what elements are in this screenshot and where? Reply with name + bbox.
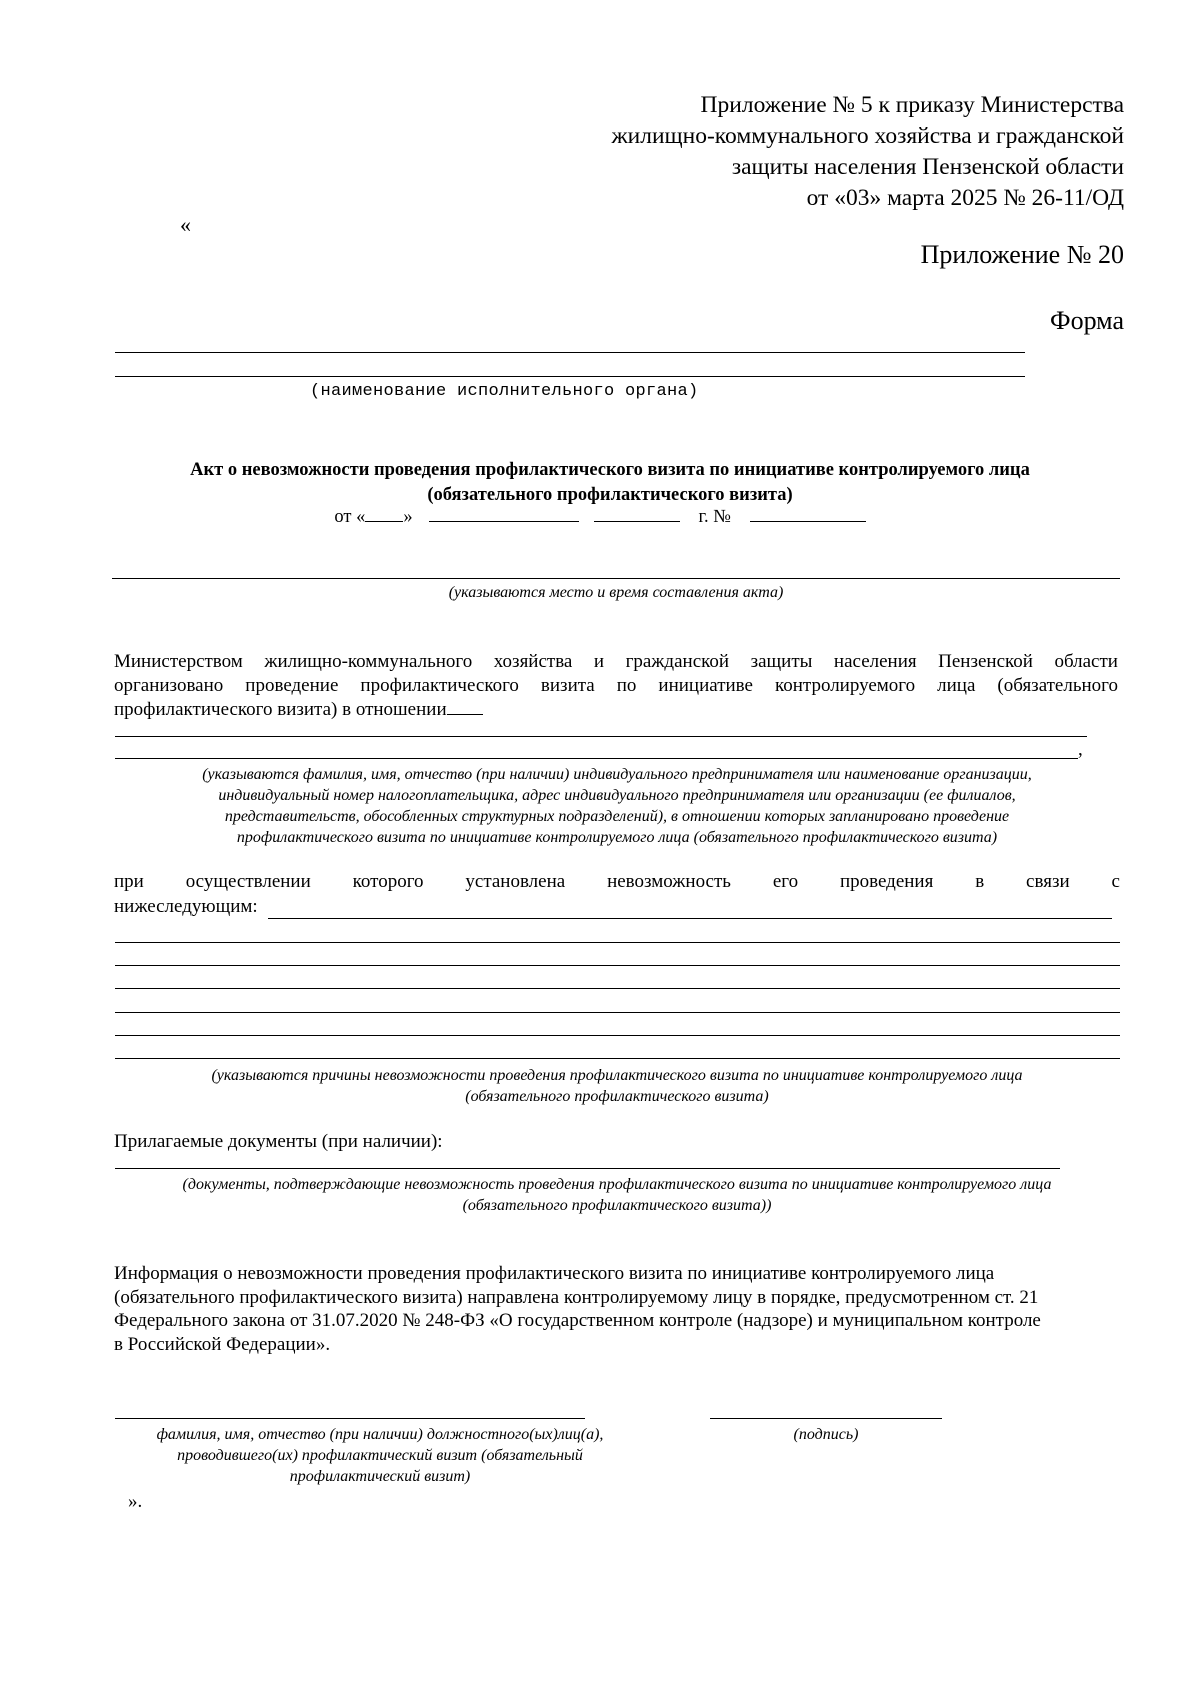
reason-line-0[interactable] [268, 918, 1112, 919]
entity-inline-blank[interactable] [447, 698, 483, 715]
year-blank[interactable] [594, 505, 680, 522]
intro-word: гражданской [625, 651, 730, 672]
intro-word: профилактического [360, 675, 519, 696]
entity-caption-line1: (указываются фамилия, имя, отчество (при наличии) индивидуального предпринимателя или наименование организации, [202, 766, 1032, 783]
entity-comma: , [1078, 739, 1083, 760]
month-blank[interactable] [429, 505, 579, 522]
intro-word: по [616, 675, 637, 696]
intro-word: контролируемого [774, 675, 916, 696]
reason-line-1-blank[interactable] [115, 942, 1120, 943]
reason-line-2-blank[interactable] [115, 965, 1120, 966]
intro-word: визита [540, 675, 595, 696]
intro-word: области [1054, 651, 1118, 672]
official-caption-line3: профилактический визит) [289, 1468, 471, 1485]
intro-line-2 [114, 674, 1118, 698]
official-name-line[interactable] [115, 1418, 585, 1419]
intro-word: организовано [114, 675, 224, 696]
info-line1: Информация о невозможности проведения профилактического визита по инициативе контролируемого лица [114, 1263, 995, 1284]
entity-caption-line2: индивидуальный номер налогоплательщика, адрес индивидуального предпринимателя или организации (ее филиалов, [218, 787, 1016, 804]
closing-quote: ». [128, 1491, 143, 1512]
reason-word: осуществлении [185, 871, 311, 892]
intro-word: Пензенской [938, 651, 1033, 672]
reason-line-6-blank[interactable] [115, 1058, 1120, 1059]
form-label: Форма [1050, 306, 1124, 335]
order-reference-line1: Приложение № 5 к приказу Министерства [700, 92, 1124, 118]
attached-caption-line1: (документы, подтверждающие невозможность проведения профилактического визита по инициативе контролируемого лица [182, 1176, 1052, 1193]
official-caption-line2: проводившего(их) профилактический визит (обязательный [177, 1447, 583, 1464]
act-title [115, 458, 1105, 508]
intro-word: защиты [750, 651, 813, 672]
reason-caption [114, 1065, 1120, 1107]
organ-name-line-2[interactable] [115, 376, 1025, 377]
intro-word: и [593, 651, 605, 672]
reason-line-2-label: нижеследующим: [114, 896, 258, 917]
entity-caption [114, 764, 1120, 848]
official-caption [100, 1424, 660, 1487]
reason-word: его [772, 871, 799, 892]
intro-word: (обязательного [997, 675, 1118, 696]
attached-documents-label: Прилагаемые документы (при наличии): [114, 1131, 443, 1152]
entity-caption-line4: профилактического визита по инициативе контролируемого лица (обязательного профилактического визита) [236, 829, 998, 846]
intro-word: хозяйства [493, 651, 573, 672]
organ-name-line-1[interactable] [115, 352, 1025, 353]
place-time-line[interactable] [112, 578, 1120, 579]
entity-line-2[interactable] [115, 758, 1078, 759]
signature-line[interactable] [710, 1418, 942, 1419]
reason-word: связи [1026, 871, 1070, 892]
act-title-line2: (обязательного профилактического визита) [427, 485, 793, 505]
act-number-blank[interactable] [750, 505, 866, 522]
act-title-line1: Акт о невозможности проведения профилактического визита по инициативе контролируемого лица [190, 460, 1030, 480]
order-reference-line3: защиты населения Пензенской области [731, 154, 1124, 180]
order-reference [424, 90, 1124, 214]
place-caption: (указываются место и время составления акта) [448, 584, 784, 601]
opening-quote: « [180, 212, 191, 237]
date-from-label: от « [334, 507, 366, 527]
reason-caption-line1: (указываются причины невозможности проведения профилактического визита по инициативе контролируемого лица [211, 1067, 1023, 1084]
appendix-number: Приложение № 20 [920, 240, 1124, 269]
intro-word: Министерством [114, 651, 243, 672]
organ-caption: (наименование исполнительного органа) [310, 382, 699, 401]
day-blank[interactable] [365, 505, 403, 522]
reason-word: с [1111, 871, 1120, 892]
reason-line-1 [114, 870, 1120, 894]
official-caption-line1: фамилия, имя, отчество (при наличии) должностного(ых)лиц(а), [156, 1426, 604, 1443]
order-reference-line2: жилищно-коммунального хозяйства и гражданской [611, 123, 1124, 149]
reason-line-4-blank[interactable] [115, 1012, 1120, 1013]
signature-caption: (подпись) [793, 1426, 859, 1443]
date-quote-close: » [403, 507, 413, 527]
number-sign-label: № [713, 507, 731, 527]
reason-word: невозможность [607, 871, 731, 892]
intro-line-3-text: профилактического визита) в отношении [114, 699, 447, 720]
entity-caption-line3: представительств, обособленных структурных подразделений), в отношении которых запланировано проведение [224, 808, 1010, 825]
reason-line-3-blank[interactable] [115, 988, 1120, 989]
info-line4: в Российской Федерации». [114, 1333, 331, 1355]
reason-word: проведения [839, 871, 934, 892]
intro-word: жилищно-коммунального [264, 651, 473, 672]
reason-word: которого [352, 871, 424, 892]
intro-word: проведение [245, 675, 339, 696]
intro-line-3 [114, 698, 483, 722]
reason-caption-line2: (обязательного профилактического визита) [465, 1088, 769, 1105]
attached-caption-line2: (обязательного профилактического визита)) [462, 1197, 772, 1214]
intro-line-1 [114, 650, 1118, 674]
intro-word: лица [937, 675, 976, 696]
reason-word: при [114, 871, 144, 892]
entity-line-1[interactable] [115, 736, 1087, 737]
intro-word: населения [833, 651, 917, 672]
date-number-line [0, 505, 1200, 528]
attached-documents-line[interactable] [115, 1168, 1060, 1169]
year-label: г. [698, 507, 709, 527]
info-line3: Федерального закона от 31.07.2020 № 248-ФЗ «О государственном контроле (надзоре) и муниципальном контроле [114, 1310, 1041, 1331]
reason-word: установлена [465, 871, 566, 892]
info-paragraph [114, 1262, 1120, 1356]
reason-word: в [975, 871, 985, 892]
order-reference-line4: от «03» марта 2025 № 26-11/ОД [806, 185, 1124, 211]
intro-word: инициативе [658, 675, 753, 696]
reason-line-5-blank[interactable] [115, 1035, 1120, 1036]
info-line2: (обязательного профилактического визита) направлена контролируемому лицу в порядке, предусмотренном ст. 21 [114, 1286, 1039, 1308]
attached-caption [114, 1174, 1120, 1216]
